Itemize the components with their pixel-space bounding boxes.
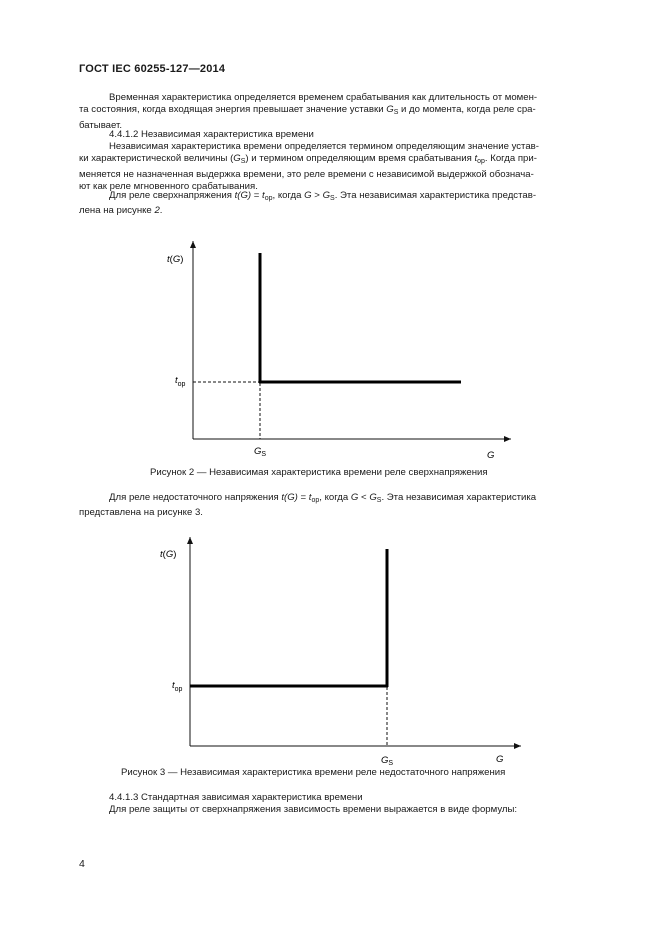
figure-2-y-axis-label: t(G) bbox=[167, 254, 184, 265]
figure-3-top-label: $t_{op}$ bbox=[172, 680, 183, 693]
paragraph-time-characteristic: Временная характеристика определяется временем срабатывания как длительность от момен- та состояния, когда входящая энергия превышает значение уставки $G_S$ и до момента, когда реле сра- батывает. bbox=[79, 92, 538, 131]
paragraph-overvoltage: Для реле сверхнапряжения $t(G) = t_{op}$, когда $G > G_S$. Эта независимая характеристика представ- лена на рисунке 2. bbox=[79, 190, 537, 217]
figure-3-caption: Рисунок 3 — Независимая характеристика времени реле недостаточного напряжения bbox=[121, 767, 506, 778]
figure-3-x-axis-label: G bbox=[496, 754, 504, 765]
figure-2-gs-label: $G_S$ bbox=[254, 446, 267, 458]
section-4413: 4.4.1.3 Стандартная зависимая характеристика времени Для реле защиты от сверхнапряжения зависимость времени выражается в виде формулы: bbox=[109, 792, 518, 816]
figure-2-caption: Рисунок 2 — Независимая характеристика времени реле сверхнапряжения bbox=[150, 467, 488, 478]
figure-2-top-label: $t_{op}$ bbox=[175, 375, 186, 388]
standard-designation: ГОСТ IEC 60255-127—2014 bbox=[79, 63, 226, 75]
paragraph-undervoltage: Для реле недостаточного напряжения $t(G) = t_{op}$, когда $G < G_S$. Эта независимая характеристика представлена на рисунке 3. bbox=[79, 492, 537, 519]
paragraph-independent-definition: Независимая характеристика времени определяется термином определяющим значение устав- ки характеристической величины $(G_S)$ и термином определяющим время срабатывания $t_{op}$. Когда при- меняется не назначенная выдержка времени, это реле времени с независимой выдержкой обознача- ют как реле мгновенного срабатывания. bbox=[79, 141, 539, 193]
figure-3-gs-label: $G_S$ bbox=[381, 755, 394, 767]
section-heading-4412: 4.4.1.2 Независимая характеристика времени bbox=[109, 129, 314, 140]
page-number: 4 bbox=[79, 858, 85, 870]
figure-2-x-axis-label: G bbox=[487, 450, 495, 461]
figure-3-y-axis-label: t(G) bbox=[160, 549, 177, 560]
